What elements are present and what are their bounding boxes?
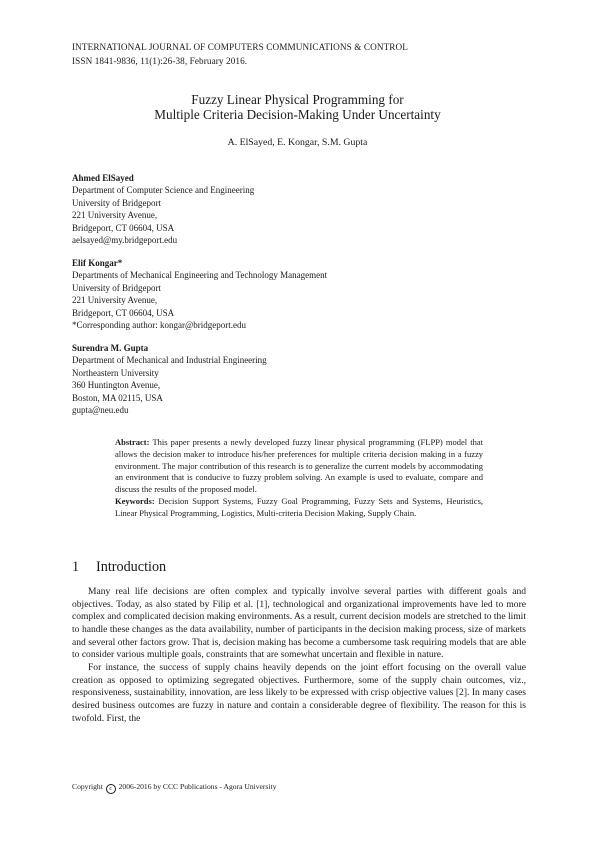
title-line-2: Multiple Criteria Decision-Making Under Uncertainty xyxy=(154,106,441,122)
body-paragraph: Many real life decisions are often complex and typically involve several parties with different goals and objectives. Today, as also stated by Filip et al. [1], technological and organizational improvements have led to more complex and complicated decision making environments. As a result, current decision models are stretched to the limit to handle these changes as the data availability, number of participants in the decision making process, size of markets and several other factors grow. That is, decision making has become a cumbersome task requiring models that are able to consider various multiple goals, constraints that are somewhat uncertain and flexible in nature. xyxy=(72,586,526,661)
body-paragraph: For instance, the success of supply chains heavily depends on the joint effort focusing on the overall value creation as opposed to optimizing segregated objectives. Furthermore, some of the supply chain outcomes, viz., responsiveness, sustainability, innovation, are less likely to be expressed with crisp objective values [2]. In many cases desired business outcomes are fuzzy in nature and contain a considerable degree of flexibility. The reason for this is twofold. First, the xyxy=(72,661,526,724)
keywords-paragraph xyxy=(115,496,483,520)
section-title: Introduction xyxy=(96,559,167,575)
journal-issn: ISSN 1841-9836, 11(1):26-38, February 2016. xyxy=(72,56,248,66)
author-email: aelsayed@my.bridgeport.edu xyxy=(72,235,178,246)
paper-title xyxy=(60,93,535,122)
affiliation-line: Boston, MA 02115, USA xyxy=(72,392,163,403)
author-name: Elif Kongar* xyxy=(72,258,123,268)
affiliation-line: 221 University Avenue, xyxy=(72,210,158,221)
affiliation-line: Departments of Mechanical Engineering and Technology Management xyxy=(72,270,328,281)
section-number: 1 xyxy=(72,559,80,575)
authors-line: A. ElSayed, E. Kongar, S.M. Gupta xyxy=(227,137,368,148)
affiliation-line: University of Bridgeport xyxy=(72,197,161,208)
affiliation-line: Northeastern University xyxy=(72,367,159,378)
affiliation-gupta xyxy=(72,342,267,416)
copyright-icon: c xyxy=(106,784,116,794)
affiliation-elsayed xyxy=(72,172,254,246)
affiliation-line: University of Bridgeport xyxy=(72,282,161,293)
author-email: *Corresponding author: kongar@bridgeport.edu xyxy=(72,320,247,331)
abstract xyxy=(115,437,483,520)
affiliation-line: 360 Huntington Avenue, xyxy=(72,380,161,391)
copyright-footer xyxy=(72,782,276,794)
author-name: Surendra M. Gupta xyxy=(72,343,149,353)
abstract-paragraph xyxy=(115,437,483,496)
affiliation-kongar xyxy=(72,257,327,331)
keywords-label: Keywords: xyxy=(115,495,155,506)
keywords-text: Decision Support Systems, Fuzzy Goal Programming, Fuzzy Sets and Systems, Heuristics, Linear Physical Programming, Logistics, Multi-criteria Decision Making, Supply Chain. xyxy=(115,495,483,518)
affiliation-line: Bridgeport, CT 06604, USA xyxy=(72,307,175,318)
abstract-label: Abstract: xyxy=(115,437,150,447)
affiliation-line: Department of Mechanical and Industrial Engineering xyxy=(72,355,267,366)
affiliation-line: Department of Computer Science and Engineering xyxy=(72,185,255,196)
author-email: gupta@neu.edu xyxy=(72,405,129,416)
journal-name: INTERNATIONAL JOURNAL OF COMPUTERS COMMUNICATIONS & CONTROL xyxy=(72,42,408,52)
section-heading xyxy=(72,559,166,576)
copyright-prefix: Copyright xyxy=(72,782,103,791)
copyright-text: 2006-2016 by CCC Publications - Agora University xyxy=(118,782,277,791)
journal-header xyxy=(72,40,542,68)
affiliation-line: Bridgeport, CT 06604, USA xyxy=(72,222,175,233)
body-text xyxy=(72,586,526,725)
title-line-1: Fuzzy Linear Physical Programming for xyxy=(191,92,404,107)
abstract-text: This paper presents a newly developed fuzzy linear physical programming (FLPP) model that allows the decision maker to introduce his/her preferences for multiple criteria decision making in a fuzzy environment. The major contribution of this research is to generalize the current models by accommodating an environment that is conducive to fuzzy problem solving. An example is used to evaluate, compare and discuss the results of the proposed model. xyxy=(115,437,483,495)
affiliation-line: 221 University Avenue, xyxy=(72,295,158,306)
author-name: Ahmed ElSayed xyxy=(72,173,134,183)
